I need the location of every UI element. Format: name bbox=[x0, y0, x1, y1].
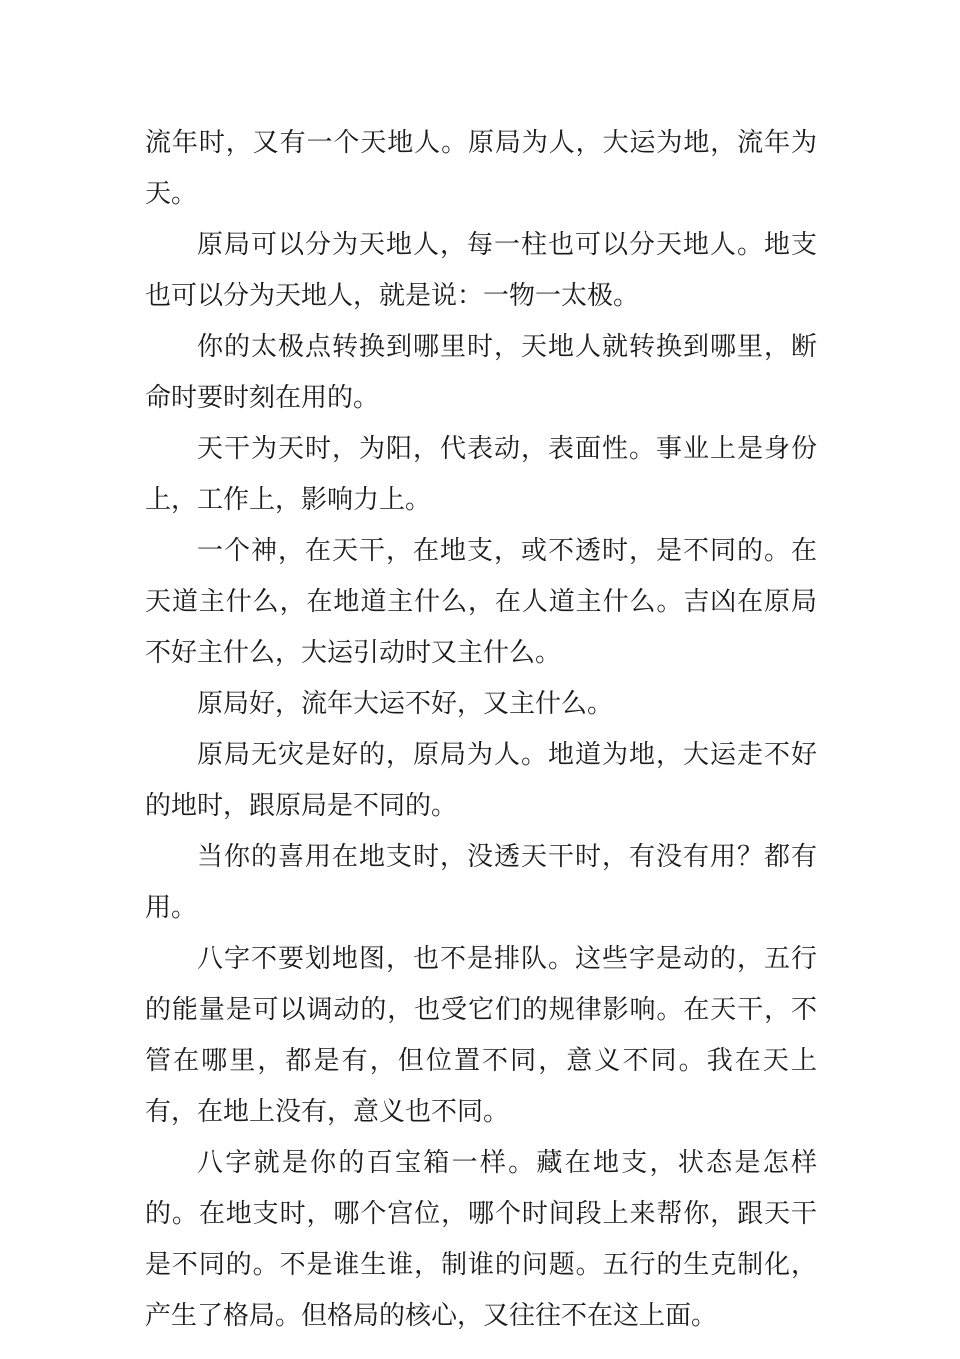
paragraph-5: 一个神，在天干，在地支，或不透时，是不同的。在天道主什么，在地道主什么，在人道主什么。吉凶在原局不好主什么，大运引动时又主什么。 bbox=[145, 536, 817, 668]
paragraph-3: 你的太极点转换到哪里时，天地人就转换到哪里，断命时要时刻在用的。 bbox=[145, 332, 817, 413]
paragraph-9: 八字不要划地图，也不是排队。这些字是动的，五行的能量是可以调动的，也受它们的规律影响。在天干，不管在哪里，都是有，但位置不同，意义不同。我在天上有，在地上没有，意义也不同。 bbox=[145, 944, 817, 1127]
paragraph-1: 流年时，又有一个天地人。原局为人，大运为地，流年为天。 bbox=[145, 128, 817, 209]
paragraph-8: 当你的喜用在地支时，没透天干时，有没有用？都有用。 bbox=[145, 842, 817, 923]
paragraph-6: 原局好，流年大运不好，又主什么。 bbox=[197, 689, 614, 719]
document-body bbox=[145, 118, 817, 1342]
paragraph-4: 天干为天时，为阳，代表动，表面性。事业上是身份上，工作上，影响力上。 bbox=[145, 434, 817, 515]
paragraph-7: 原局无灾是好的，原局为人。地道为地，大运走不好的地时，跟原局是不同的。 bbox=[145, 740, 817, 821]
paragraph-10: 八字就是你的百宝箱一样。藏在地支，状态是怎样的。在地支时，哪个宫位，哪个时间段上来帮你，跟天干是不同的。不是谁生谁，制谁的问题。五行的生克制化，产生了格局。但格局的核心，又往往不在这上面。 bbox=[145, 1148, 817, 1331]
paragraph-2: 原局可以分为天地人，每一柱也可以分天地人。地支也可以分为天地人，就是说：一物一太极。 bbox=[145, 230, 817, 311]
